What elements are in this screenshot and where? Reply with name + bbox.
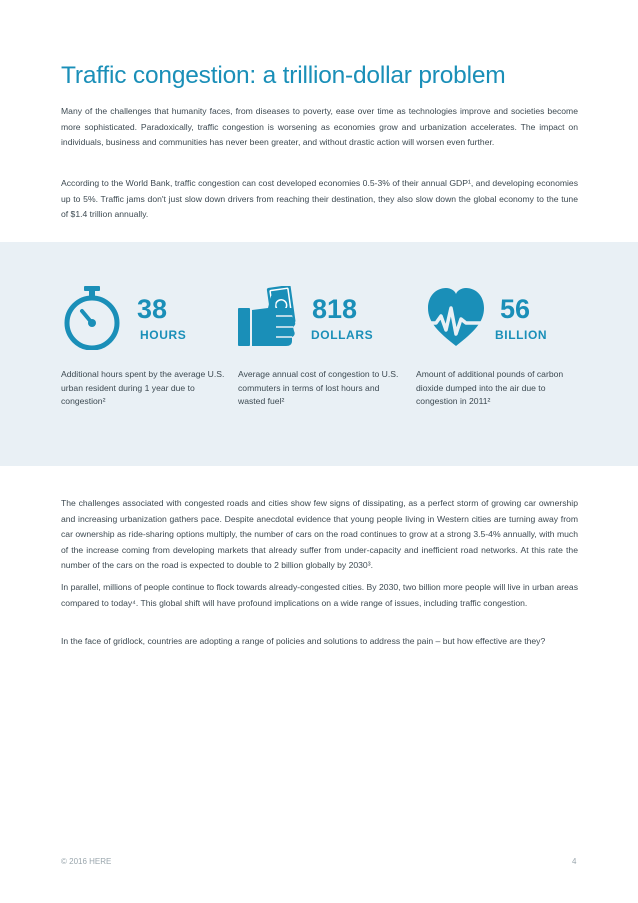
stats-band: [0, 242, 638, 466]
stopwatch-icon: [61, 286, 123, 355]
body-paragraph-2: In parallel, millions of people continue to flock towards already-congested cities. By 2030, two billion more people will live in urban areas compared to today⁴. This global shift will have profound implications on a wide range of issues, including traffic congestion.: [61, 582, 578, 608]
intro-paragraph-1: Many of the challenges that humanity faces, from diseases to poverty, ease over time as technologies improve and societies become more sophisticated. Paradoxically, traffic congestion is worsening as economies grow and urbanization accelerates. The impact on individuals, business and communities has never been greater, and without drastic action will worsen even further.: [61, 106, 578, 147]
body-paragraph-1: The challenges associated with congested roads and cities show few signs of dissipating, as a perfect storm of growing car ownership and increasing urbanization gathers pace. Despite anecdotal evidence that young people living in Western cities are turning away from car ownership as ride-sharing options multiply, the number of cars on the road continues to grow at a strong 3.5-4% annually, with much of the increase coming from developing markets that already suffer from under-capacity and inefficient road networks. At this rate the number of the cars on the road is expected to double to 2 billion globally by 2030³.: [61, 498, 578, 570]
stat-number: 818: [312, 294, 358, 324]
intro-paragraph-2: According to the World Bank, traffic congestion can cost developed economies 0.5-3% of their annual GDP¹, and developing economies up to 5%. Traffic jams don't just slow down drivers from reaching their destination, they also slow down the global economy to the tune of $1.4 trillion annually.: [61, 178, 578, 219]
footer-page-number: 4: [572, 857, 577, 866]
body-paragraph-3: In the face of gridlock, countries are adopting a range of policies and solutions to address the pain – but how effective are they?: [61, 636, 546, 646]
footer-copyright: © 2016 HERE: [61, 857, 112, 866]
stat-unit: DOLLARS: [311, 328, 374, 342]
stat-unit: BILLION: [495, 328, 548, 342]
heartbeat-icon: [416, 286, 488, 353]
stat-number: 38: [137, 294, 168, 324]
page-title: Traffic congestion: a trillion-dollar problem: [61, 62, 506, 89]
stat-description: Average annual cost of congestion to U.S. commuters in terms of lost hours and wasted fuel²: [238, 369, 399, 406]
stat-unit: HOURS: [140, 328, 187, 342]
stat-number: 56: [500, 294, 531, 324]
hand-holding-money-icon: [238, 286, 300, 355]
stat-description: Amount of additional pounds of carbon dioxide dumped into the air due to congestion in 2011²: [416, 369, 564, 406]
stat-description: Additional hours spent by the average U.S. urban resident during 1 year due to congestion²: [61, 369, 225, 406]
